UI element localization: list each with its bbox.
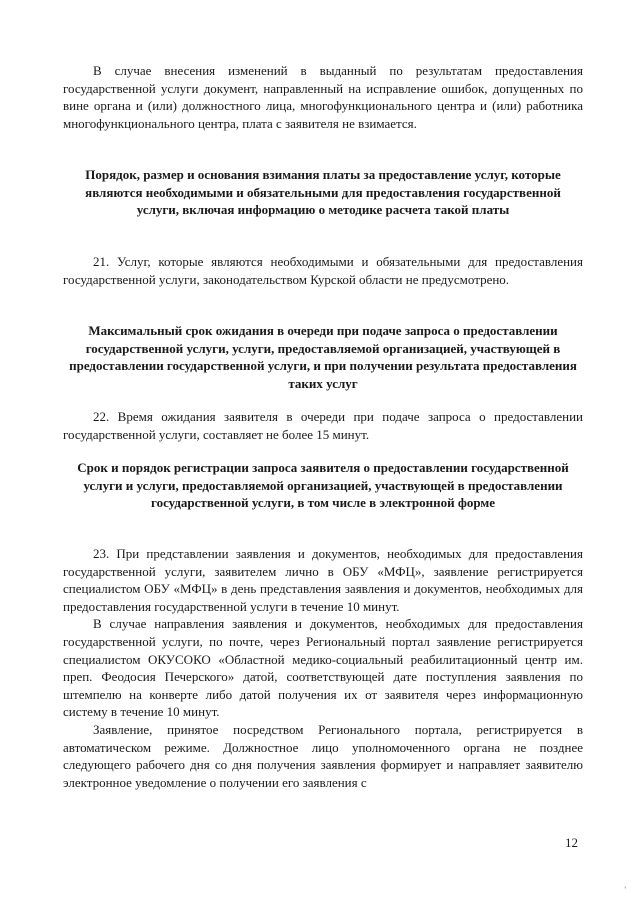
heading-registration bbox=[63, 459, 583, 512]
paragraph-22 bbox=[63, 408, 583, 443]
paragraph-text-mail: В случае направления заявления и документов, необходимых для предоставления государственной услуги, по почте, через Региональный портал заявление регистрируется специалистом ОКУСОКО «Областной медико-социальный реабилитационный центр им. преп. Феодосия Печерского» датой, соответствующей дате поступления заявления по штемпелю на конверте либо датой получения их от заявителя через информационную систему в течение 10 минут. bbox=[63, 616, 583, 720]
corner-mark: ' bbox=[624, 885, 626, 895]
paragraph-23 bbox=[63, 545, 583, 791]
heading-fee-procedure bbox=[63, 166, 583, 219]
heading-text: Порядок, размер и основания взимания платы за предоставление услуг, которые являются необходимыми и обязательными для предоставления государственной услуги, включая информацию о методике расчета такой платы bbox=[85, 167, 561, 218]
paragraph-fee-correction bbox=[63, 62, 583, 132]
paragraph-text-portal: Заявление, принятое посредством Регионального портала, регистрируется в автоматическом режиме. Должностное лицо уполномоченного органа не позднее следующего рабочего дня со дня получения заявления формирует и направляет заявителю электронное уведомление о получении его заявления с bbox=[63, 721, 583, 790]
page-number: 12 bbox=[565, 835, 578, 850]
heading-max-wait bbox=[63, 322, 583, 392]
paragraph-text: В случае внесения изменений в выданный по результатам предоставления государственной услуги документ, направленный на исправление ошибок, допущенных по вине органа и (или) должностного лица, многофункционального центра и (или) работника многофункционального центра, плата с заявителя не взимается. bbox=[63, 63, 583, 131]
paragraph-text: 22. Время ожидания заявителя в очереди при подаче запроса о предоставлении государственной услуги, составляет не более 15 минут. bbox=[63, 409, 583, 442]
heading-text: Максимальный срок ожидания в очереди при подаче запроса о предоставлении государственной услуги, услуги, предоставляемой организацией, участвующей в предоставлении государственной услуги, и при получении результата предоставления таких услуг bbox=[69, 323, 577, 391]
paragraph-text: 21. Услуг, которые являются необходимыми и обязательными для предоставления государственной услуги, законодательством Курской области не предусмотрено. bbox=[63, 254, 583, 287]
paragraph-text: 23. При представлении заявления и документов, необходимых для предоставления государственной услуги, заявителем лично в ОБУ «МФЦ», заявление регистрируется специалистом ОБУ «МФЦ» в день представления заявления и документов, необходимых для предоставления государственной услуги в течение 10 минут. bbox=[63, 546, 583, 614]
paragraph-21 bbox=[63, 253, 583, 288]
heading-text: Срок и порядок регистрации запроса заявителя о предоставлении государственной услуги и услуги, предоставляемой организацией, участвующей в предоставлении государственной услуги, в том числе в электронной форме bbox=[77, 460, 569, 511]
